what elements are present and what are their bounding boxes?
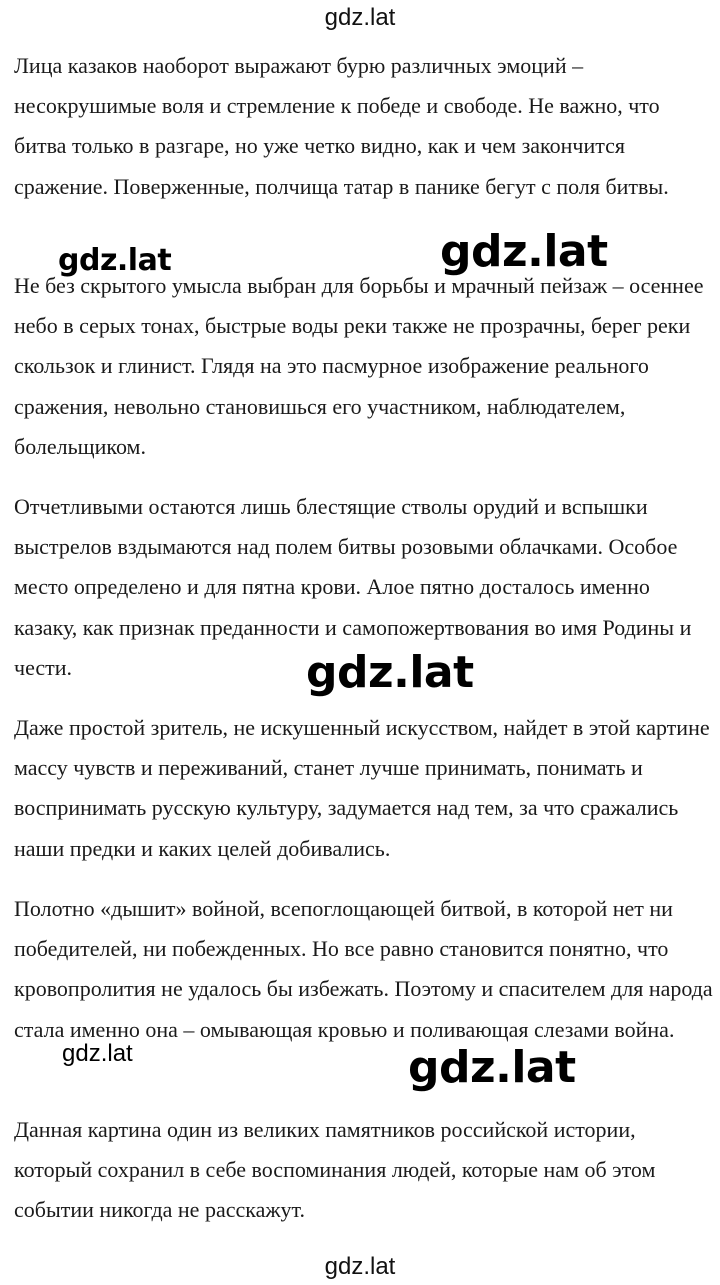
- paragraph-4: Даже простой зритель, не искушенный искусством, найдет в этой картине массу чувств и переживаний, станет лучше принимать, понимать и воспринимать русскую культуру, задумается над тем, за что сражались наши предки и каких целей добивались.: [14, 715, 710, 861]
- paragraph-2: Не без скрытого умысла выбран для борьбы и мрачный пейзаж – осеннее небо в серых тонах, быстрые воды реки также не прозрачны, берег реки скользок и глинист. Глядя на это пасмурное изображение реального сражения, невольно становишься его участником, наблюдателем, болельщиком.: [14, 273, 704, 459]
- watermark: gdz.lat: [58, 243, 172, 278]
- watermark: gdz.lat: [440, 226, 608, 277]
- header-watermark: gdz.lat: [324, 4, 396, 31]
- watermark: gdz.lat: [62, 1040, 133, 1067]
- paragraph-3: Отчетливыми остаются лишь блестящие стволы орудий и вспышки выстрелов вздымаются над полем битвы розовыми облачками. Особое место определено и для пятна крови. Алое пятно досталось именно казаку, как признак преданности и самопожертвования во имя Родины и чести.: [14, 494, 692, 680]
- footer-watermark: gdz.lat: [324, 1253, 396, 1280]
- watermark: gdz.lat: [408, 1042, 576, 1093]
- paragraph-1: Лица казаков наоборот выражают бурю различных эмоций – несокрушимые воля и стремление к победе и свободе. Не важно, что битва только в разгаре, но уже четко видно, как и чем закончится сражение. Поверженные, полчища татар в панике бегут с поля битвы.: [14, 53, 669, 199]
- watermark: gdz.lat: [306, 647, 474, 698]
- paragraph-5: Полотно «дышит» войной, всепоглощающей битвой, в которой нет ни победителей, ни побежденных. Но все равно становится понятно, что кровопролития не удалось бы избежать. Поэтому и спасителем для народа стала именно она – омывающая кровью и поливающая слезами война.: [14, 896, 713, 1042]
- paragraph-6: Данная картина один из великих памятников российской истории, который сохранил в себе воспоминания людей, которые нам об этом событии никогда не расскажут.: [14, 1117, 656, 1223]
